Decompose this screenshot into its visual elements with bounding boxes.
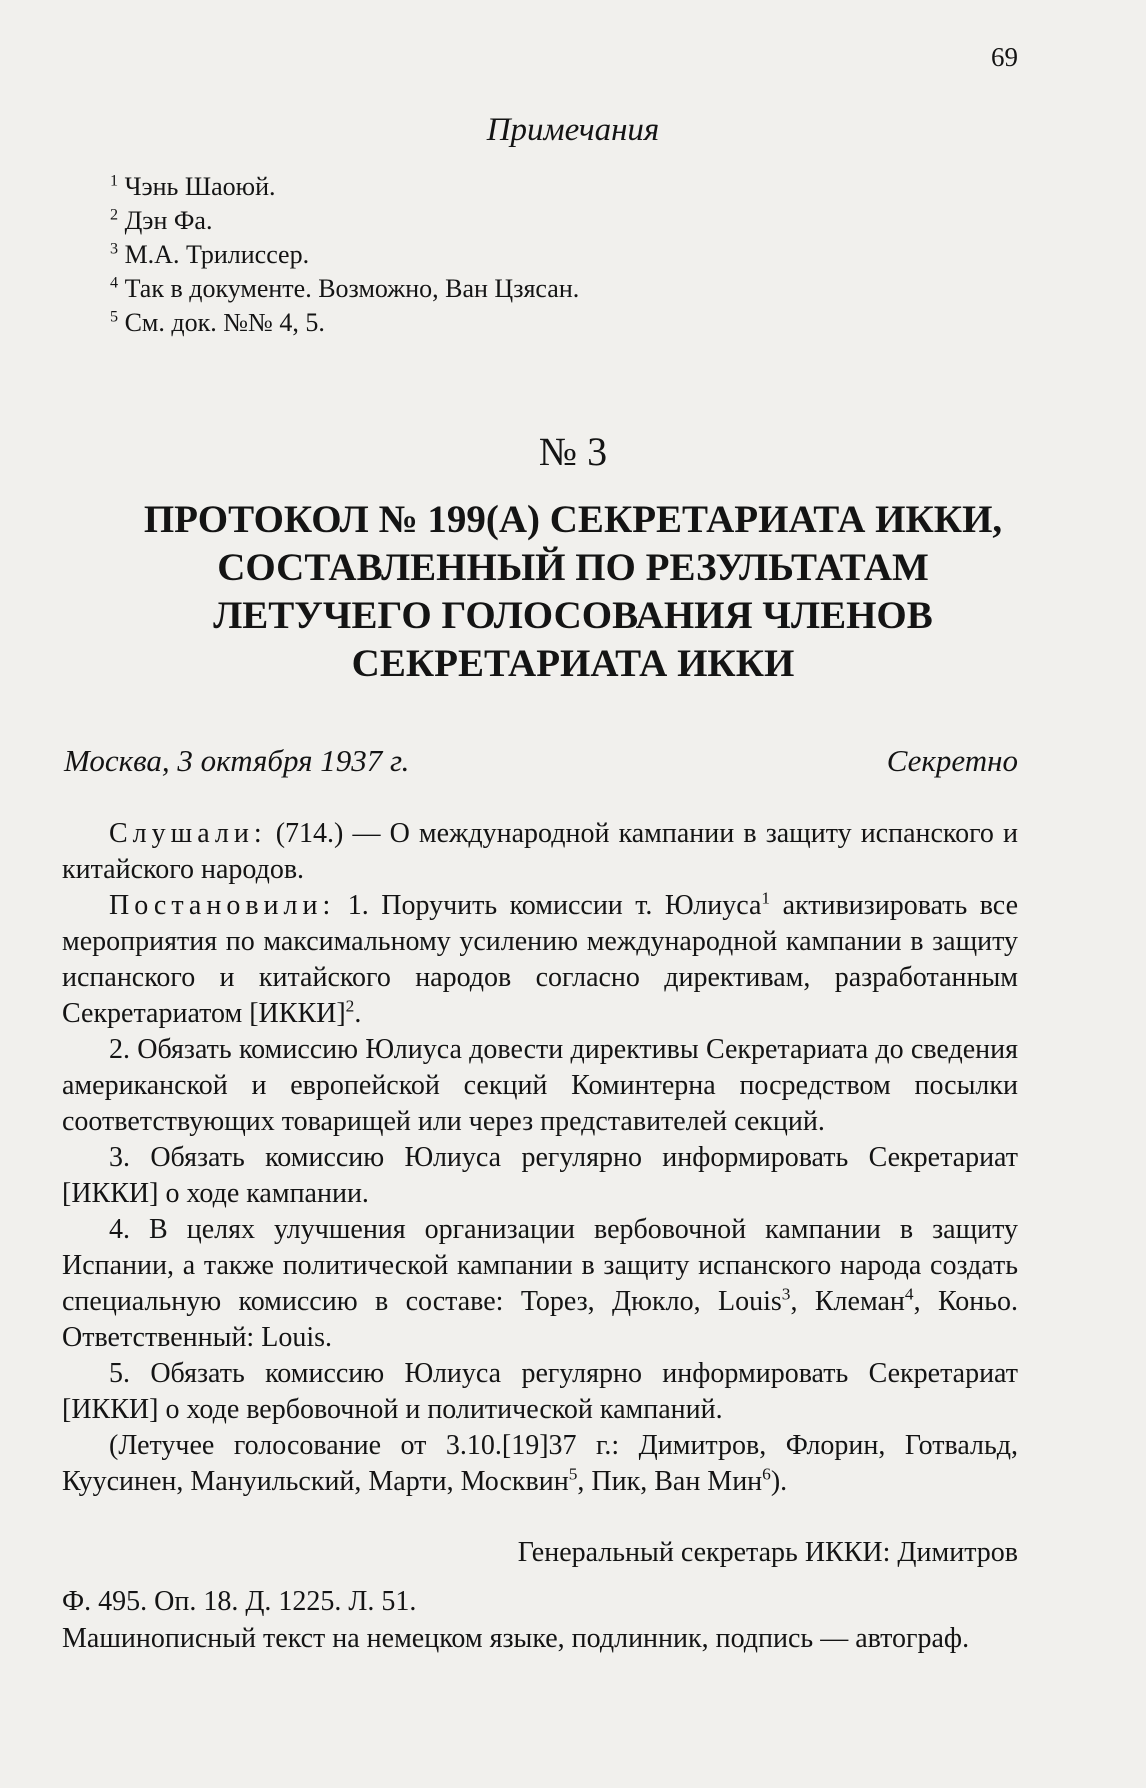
note-text: Дэн Фа. [124,206,213,235]
title-line: ЛЕТУЧЕГО ГОЛОСОВАНИЯ ЧЛЕНОВ [213,594,933,637]
resolved-text: 1. Поручить комиссии т. Юлиуса [335,890,762,921]
point-4-text: , Коньо. Ответственный: Louis. [62,1286,1018,1353]
vote-text: ). [770,1466,788,1497]
heard-label: Слушали: [109,818,267,849]
title-line: СОСТАВЛЕННЫЙ ПО РЕЗУЛЬТАТАМ [217,546,929,589]
resolved-text: активизировать все мероприятия по максимальному усилению международной кампании в защиту испанского и китайского народов согласно директивам, разработанным Секретариатом [ИККИ] [62,890,1018,1029]
vote-text: (Летучее голосование от 3.10.[19]37 г.: Димитров, Флорин, Готвальд, Куусинен, Мануильский, Марти, Москвин [62,1430,1018,1497]
source-note: Машинописный текст на немецком языке, подлинник, подпись — автограф. [62,1623,970,1654]
point-2: 2. Обязать комиссию Юлиуса довести директивы Секретариата до сведения американской и европейской секций Коминтерна посредством посылки соответствующих товарищей или через представителей секций. [62,1034,1018,1137]
note-number: 5 [110,308,119,326]
note-item [110,204,579,238]
footnote-ref: 5 [568,1464,578,1484]
vote-paragraph [62,1428,1018,1500]
title-line: ПРОТОКОЛ № 199(А) СЕКРЕТАРИАТА ИККИ, [143,498,1003,541]
note-number: 4 [110,274,119,292]
classification-label: Секретно [886,743,1018,778]
note-text: Так в документе. Возможно, Ван Цзясан. [124,274,580,303]
point-3: 3. Обязать комиссию Юлиуса регулярно информировать Секретариат [ИККИ] о ходе кампании. [62,1142,1018,1209]
vote-text: , Пик, Ван Мин [577,1466,763,1497]
footnote-ref: 4 [904,1284,914,1304]
note-item [110,272,579,306]
place-date-line [64,743,1018,779]
note-item [110,170,579,204]
notes-heading: Примечания [486,112,660,148]
document-title [60,496,1086,688]
page-number: 69 [991,42,1018,72]
point-4 [62,1212,1018,1356]
archive-reference: Ф. 495. Оп. 18. Д. 1225. Л. 51. [62,1586,417,1617]
resolved-label: Постановили: [109,890,336,921]
resolved-paragraph [62,888,1018,1032]
document-number: № 3 [538,429,608,474]
note-text: См. док. №№ 4, 5. [124,308,325,337]
footnote-ref: 1 [761,888,771,908]
archive-block [62,1583,1018,1657]
footnote-ref: 6 [762,1464,771,1484]
point-5: 5. Обязать комиссию Юлиуса регулярно информировать Секретариат [ИККИ] о ходе вербовочной и политической кампаний. [62,1358,1018,1425]
note-text: Чэнь Шаоюй. [124,172,276,201]
document-body [62,816,1018,1500]
note-item [110,238,579,272]
place-date: Москва, 3 октября 1937 г. [64,743,410,778]
footnote-ref: 2 [345,996,355,1016]
note-item [110,306,579,340]
notes-list [110,170,579,340]
footnote-ref: 3 [781,1284,791,1304]
heard-text: (714.) — О международной кампании в защиту испанского и китайского народов. [62,818,1018,885]
note-text: М.А. Трилиссер. [124,240,310,269]
note-number: 1 [110,172,119,190]
heard-paragraph [62,816,1018,888]
point-4-text: , Клеман [790,1286,905,1317]
signature-line: Генеральный секретарь ИККИ: Димитров [517,1537,1018,1568]
resolved-text: . [354,998,362,1029]
title-line: СЕКРЕТАРИАТА ИККИ [351,642,795,685]
note-number: 3 [110,240,119,258]
note-number: 2 [110,206,119,224]
point-4-text: 4. В целях улучшения организации вербовочной кампании в защиту Испании, а также политической кампании в защиту испанского народа создать специальную комиссию в составе: Торез, Дюкло, Louis [62,1214,1018,1317]
